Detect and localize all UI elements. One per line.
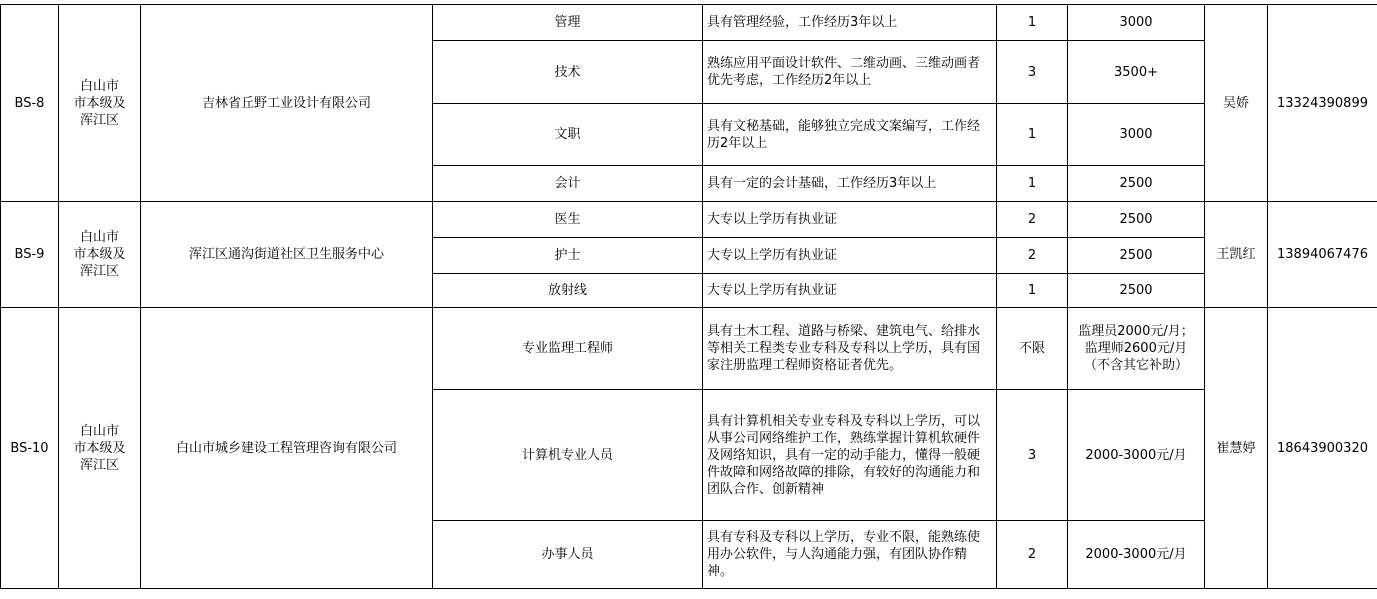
job-title: 护士 [433,238,703,274]
group-id: BS-9 [1,202,59,308]
job-count: 1 [997,166,1068,202]
company-name: 吉林省丘野工业设计有限公司 [141,5,433,202]
table-row [1,308,1377,390]
company-name: 浑江区通沟街道社区卫生服务中心 [141,202,433,308]
table-row [1,5,1377,41]
job-salary: 3000 [1068,5,1205,41]
job-salary: 3500+ [1068,41,1205,104]
job-count: 1 [997,104,1068,166]
contact-name: 崔慧婷 [1205,308,1268,589]
job-salary: 2500 [1068,274,1205,308]
contact-name: 王凯红 [1205,202,1268,308]
contact-phone: 18643900320 [1268,308,1377,589]
job-count: 1 [997,5,1068,41]
job-salary: 2500 [1068,202,1205,238]
group-id: BS-8 [1,5,59,202]
job-requirement: 具有计算机相关专业专科及专科以上学历，可以从事公司网络维护工作，熟练掌握计算机软硬件及网络知识，具有一定的动手能力，懂得一般硬件故障和网络故障的排除，有较好的沟通能力和团队合作、创新精神 [703,390,997,521]
job-title: 文职 [433,104,703,166]
table-row [1,202,1377,238]
job-count: 2 [997,202,1068,238]
job-count: 不限 [997,308,1068,390]
job-requirement: 具有管理经验，工作经历3年以上 [703,5,997,41]
job-requirement: 熟练应用平面设计软件、二维动画、三维动画者优先考虑，工作经历2年以上 [703,41,997,104]
job-salary: 2500 [1068,166,1205,202]
job-requirement: 大专以上学历有执业证 [703,238,997,274]
job-salary: 2500 [1068,238,1205,274]
job-count: 2 [997,238,1068,274]
job-salary: 2000-3000元/月 [1068,521,1205,589]
job-count: 2 [997,521,1068,589]
job-salary: 3000 [1068,104,1205,166]
job-title: 放射线 [433,274,703,308]
job-requirement: 具有专科及专科以上学历，专业不限，能熟练使用办公软件，与人沟通能力强，有团队协作精神。 [703,521,997,589]
job-salary: 2000-3000元/月 [1068,390,1205,521]
job-title: 计算机专业人员 [433,390,703,521]
area-cell: 白山市 市本级及 浑江区 [59,308,141,589]
job-requirement: 具有一定的会计基础，工作经历3年以上 [703,166,997,202]
area-cell: 白山市 市本级及 浑江区 [59,5,141,202]
job-requirement: 具有土木工程、道路与桥梁、建筑电气、给排水等相关工程类专业专科及专科以上学历，具有国家注册监理工程师资格证者优先。 [703,308,997,390]
group-id: BS-10 [1,308,59,589]
job-requirement: 大专以上学历有执业证 [703,202,997,238]
job-count: 3 [997,41,1068,104]
job-title: 管理 [433,5,703,41]
recruitment-table [0,4,1377,589]
job-title: 办事人员 [433,521,703,589]
job-count: 3 [997,390,1068,521]
job-salary: 监理员2000元/月； 监理师2600元/月 （不含其它补助） [1068,308,1205,390]
contact-name: 吴娇 [1205,5,1268,202]
area-cell: 白山市 市本级及 浑江区 [59,202,141,308]
job-count: 1 [997,274,1068,308]
job-requirement: 大专以上学历有执业证 [703,274,997,308]
contact-phone: 13894067476 [1268,202,1377,308]
job-title: 会计 [433,166,703,202]
job-title: 医生 [433,202,703,238]
company-name: 白山市城乡建设工程管理咨询有限公司 [141,308,433,589]
job-requirement: 具有文秘基础，能够独立完成文案编写，工作经历2年以上 [703,104,997,166]
contact-phone: 13324390899 [1268,5,1377,202]
job-title: 技术 [433,41,703,104]
job-title: 专业监理工程师 [433,308,703,390]
